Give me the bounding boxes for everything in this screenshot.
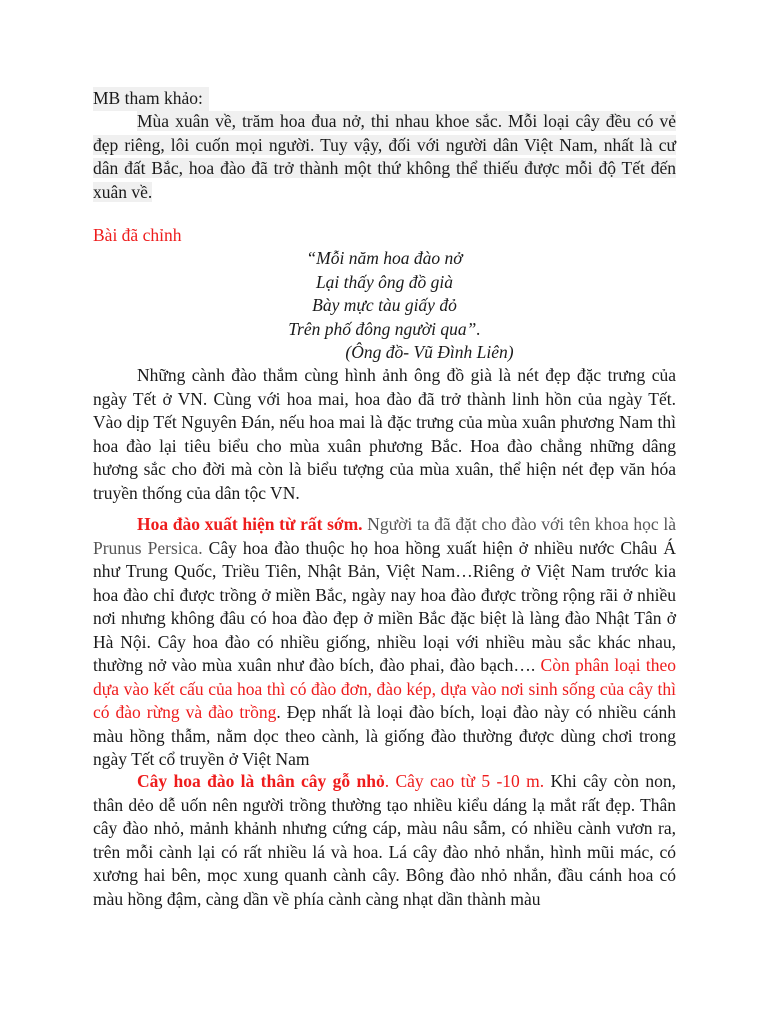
paragraph-2-red: Còn phân loại theo dựa vào kết cấu của hoa thì có đào đơn, đào kép, dựa vào nơi sinh sống của cây thì có đào rừng và đào trồng	[93, 655, 676, 722]
poem-attribution: (Ông đồ- Vũ Đình Liên)	[345, 342, 514, 362]
paragraph-2	[93, 513, 676, 772]
section-title: Bài đã chỉnh	[93, 225, 182, 245]
poem-line-4: Trên phố đông người qua”.	[288, 318, 481, 339]
poem-line-1: “Mỗi năm hoa đào nở	[306, 248, 463, 268]
poem	[93, 247, 676, 365]
paragraph-3	[93, 770, 676, 911]
paragraph-3-body: Khi cây còn non, thân dẻo dễ uốn nên người trồng thường tạo nhiều kiểu dáng lạ mắt rất đẹp. Thân cây đào nhỏ, mảnh khảnh nhưng cứng cáp, màu nâu sẫm, có nhiều cành vươn ra, trên mỗi cành lại có rất nhiều lá và hoa. Lá cây đào nhỏ nhắn, hình mũi mác, có xương hai bên, mọc xung quanh cành cây. Bông đào nhỏ nhắn, đầu cánh hoa có màu hồng đậm, càng dần về phía cành càng nhạt dần thành màu	[93, 771, 676, 909]
heading: MB tham khảo:	[93, 87, 209, 111]
poem-line-3: Bày mực tàu giấy đỏ	[312, 295, 457, 315]
paragraph-2-grey: Người ta đã đặt cho đào với tên khoa học là Prunus Persica.	[93, 514, 676, 558]
paragraph-1: Những cành đào thắm cùng hình ảnh ông đồ già là nét đẹp đặc trưng của ngày Tết ở VN. Cùng với hoa mai, hoa đào đã trở thành linh hồn của ngày Tết. Vào dịp Tết Nguyên Đán, nếu hoa mai là đặc trưng của mùa xuân phương Nam thì hoa đào lại tiêu biểu cho mùa xuân phương Bắc. Hoa đào chẳng những dâng hương sắc cho đời mà còn là biểu tượng của mùa xuân, thể hiện nét đẹp văn hóa truyền thống của dân tộc VN.	[93, 365, 676, 503]
paragraph-2-tail: . Đẹp nhất là loại đào bích, loại đào này có nhiều cánh màu hồng thẫm, nằm dọc theo cành, là giống đào thường được dùng chơi trong ngày Tết cổ truyền ở Việt Nam	[93, 702, 676, 769]
paragraph-2-lead: Hoa đào xuất hiện từ rất sớm.	[137, 514, 363, 534]
paragraph-3-red: . Cây cao từ 5 -10 m.	[384, 771, 545, 791]
intro-text: Mùa xuân về, trăm hoa đua nở, thi nhau khoe sắc. Mỗi loại cây đều có vẻ đẹp riêng, lôi cuốn mọi người. Tuy vậy, đối với người dân Việt Nam, nhất là cư dân đất Bắc, hoa đào đã trở thành một thứ không thể thiếu được mỗi độ Tết đến xuân về.	[93, 111, 676, 202]
poem-line-2: Lại thấy ông đồ già	[315, 271, 454, 292]
paragraph-2-body: Cây hoa đào thuộc họ hoa hồng xuất hiện ở nhiều nước Châu Á như Trung Quốc, Triều Tiên, Nhật Bản, Việt Nam…Riêng ở Việt Nam trước kia hoa đào chỉ được trồng ở miền Bắc, ngày nay hoa đào được trồng rộng rãi ở nhiều nơi nhưng không đâu có hoa đào đẹp ở miền Bắc đặc biệt là làng đào Nhật Tân ở Hà Nội. Cây hoa đào có nhiều giống, nhiều loại với nhiều màu sắc khác nhau, thường nở vào mùa xuân như đào bích, đào phai, đào bạch….	[93, 537, 676, 675]
intro-paragraph	[93, 110, 676, 204]
paragraph-3-lead: Cây hoa đào là thân cây gỗ nhỏ	[137, 771, 385, 791]
